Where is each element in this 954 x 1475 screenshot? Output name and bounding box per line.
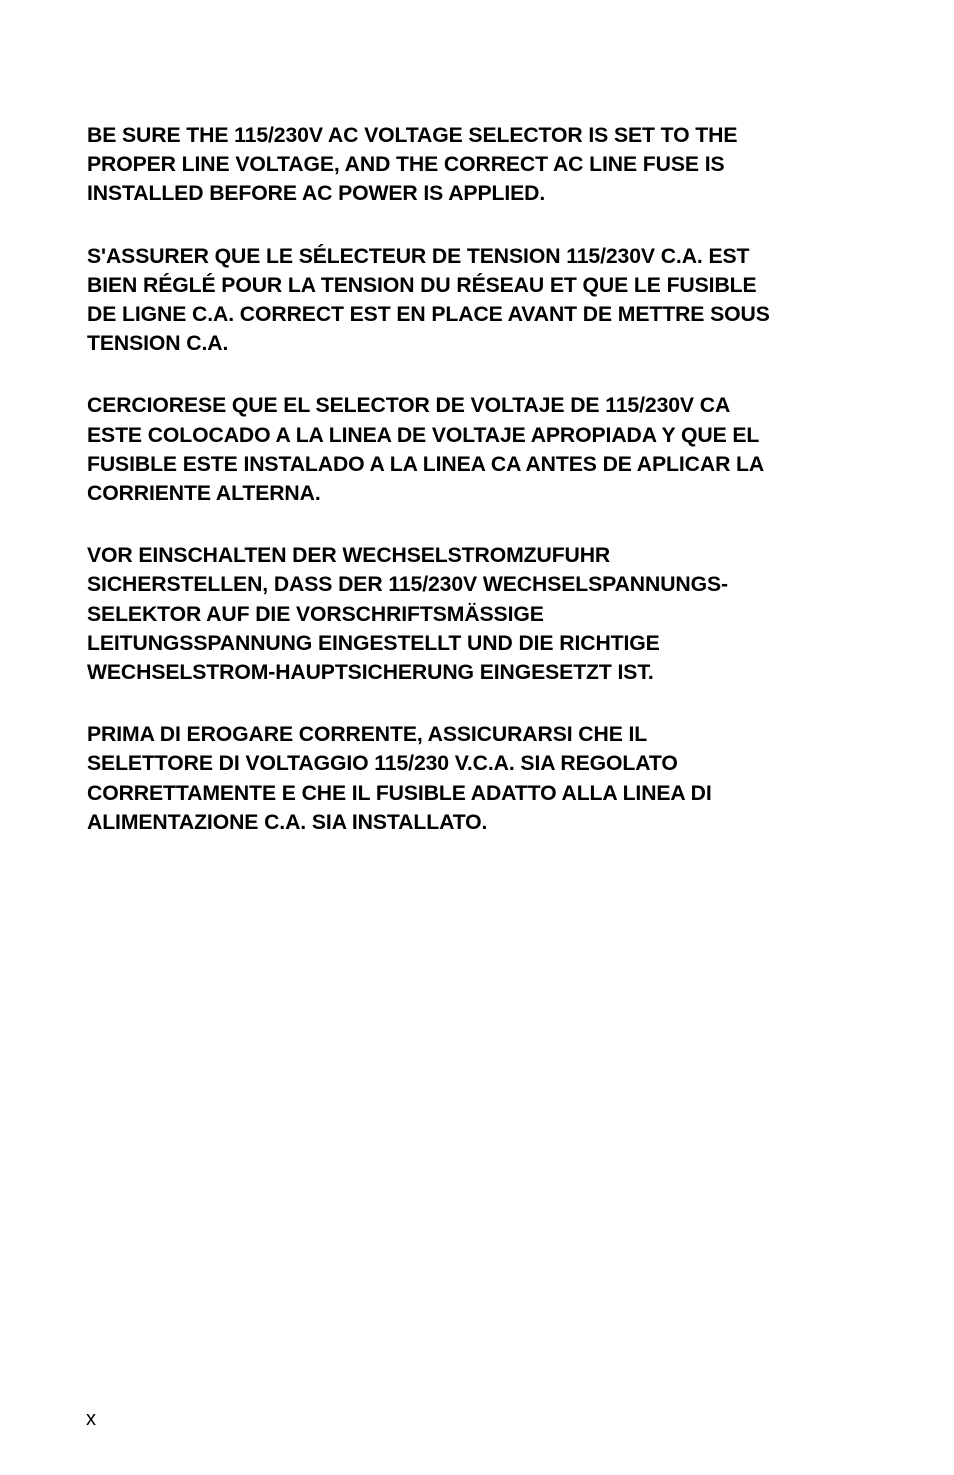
warning-spanish: CERCIORESE QUE EL SELECTOR DE VOLTAJE DE 115/230V CA ESTE COLOCADO A LA LINEA DE VOLTAJE APROPIADA Y QUE EL FUSIBLE ESTE INSTALADO A LA LINEA CA ANTES DE APLICAR LA CORRIENTE ALTERNA. xyxy=(87,394,765,506)
warning-french: S'ASSURER QUE LE SÉLECTEUR DE TENSION 115/230V C.A. EST BIEN RÉGLÉ POUR LA TENSION DU RÉSEAU ET QUE LE FUSIBLE DE LIGNE C.A. CORRECT EST EN PLACE AVANT DE METTRE SOUS TENSION C.A. xyxy=(87,244,770,356)
page-number: x xyxy=(86,1408,96,1430)
warning-italian: PRIMA DI EROGARE CORRENTE, ASSICURARSI CHE IL SELETTORE DI VOLTAGGIO 115/230 V.C.A. SIA REGOLATO CORRETTAMENTE E CHE IL FUSIBLE ADATTO ALLA LINEA DI ALIMENTAZIONE C.A. SIA INSTALLATO. xyxy=(87,723,712,834)
warning-english: BE SURE THE 115/230V AC VOLTAGE SELECTOR IS SET TO THE PROPER LINE VOLTAGE, AND THE CORRECT AC LINE FUSE IS INSTALLED BEFORE AC POWER IS APPLIED. xyxy=(87,124,738,206)
warning-german: VOR EINSCHALTEN DER WECHSELSTROMZUFUHR SICHERSTELLEN, DASS DER 115/230V WECHSELSPANNUNGS- SELEKTOR AUF DIE VORSCHRIFTSMÄSSIGE LEITUNGSSPANNUNG EINGESTELLT UND DIE RICHTIGE WECHSELSTROM-HAUPTSICHERUNG EINGESETZT IST. xyxy=(87,544,728,685)
voltage-warning-block xyxy=(87,121,877,870)
